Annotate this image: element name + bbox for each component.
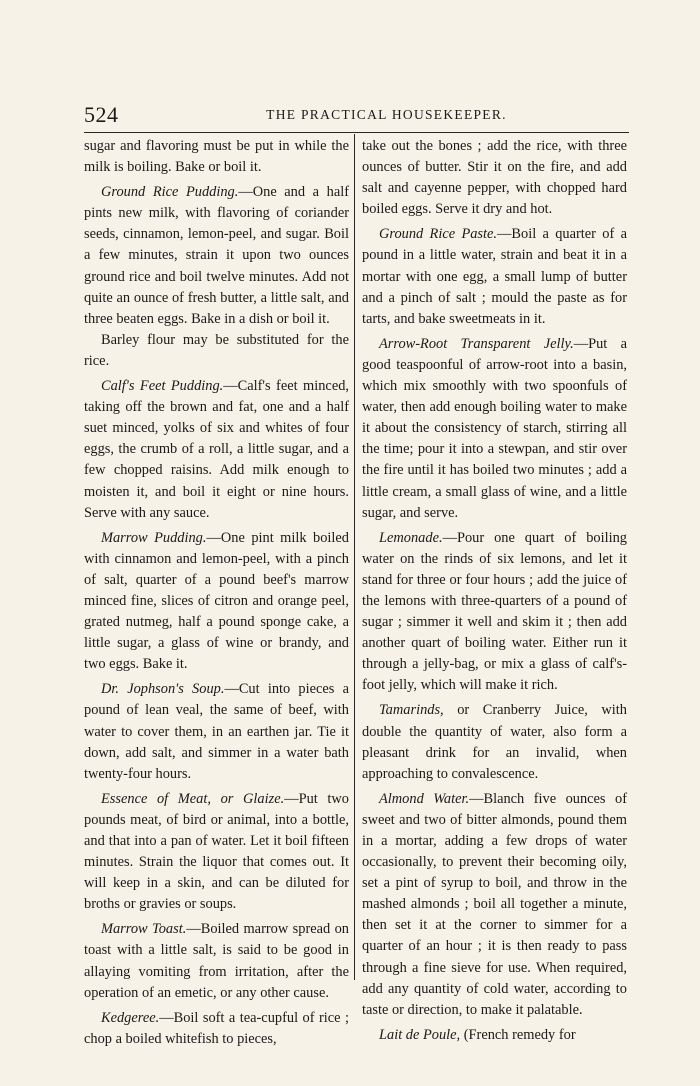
paragraph-text: —Boiled marrow spread on toast with a little salt, is said to be good in allaying vomiting from irritation, after the operation of an emetic, or any other cause. (84, 921, 349, 1001)
recipe-title: Lait de Poule, (379, 1026, 461, 1043)
recipe-title: Kedgeree. (101, 1009, 160, 1026)
paragraph-text: —Put a good teaspoonful of arrow-root into a basin, which mix smoothly with two spoonfuls of water, then add enough boiling water to make it about the consistency of starch, stirring all the time; pour it into a stewpan, and stir over the fire until it has boiled two minutes ; add a little cream, a small glass of wine, and a little sugar, and serve. (362, 335, 627, 521)
paragraph-text: Barley flour may be substituted for the rice. (84, 331, 349, 369)
paragraph (362, 789, 627, 1021)
column-divider (354, 134, 355, 980)
recipe-title: Lemonade. (379, 529, 443, 546)
paragraph (84, 789, 349, 916)
running-title: THE PRACTICAL HOUSEKEEPER. (266, 107, 507, 122)
paragraph-text: —One pint milk boiled with cinnamon and lemon-peel, with a pinch of salt, quarter of a pound beef's marrow minced fine, slices of citron and orange peel, grated nutmeg, half a pound sponge cake, a little sugar, a glass of wine or brandy, and two eggs. Bake it. (84, 529, 349, 673)
paragraph (362, 528, 627, 697)
paragraph (84, 679, 349, 784)
recipe-title: Marrow Toast. (101, 921, 187, 938)
paragraph-text: —Blanch five ounces of sweet and two of bitter almonds, pound them in a mortar, adding a few drops of water occasionally, to prevent their becoming oily, set a pint of syrup to boil, and throw in the mashed almonds ; boil all together a minute, then set it at the corner to simmer for a quarter of an hour ; it is then ready to pass through a fine sieve for use. When required, add any quantity of cold water, according to taste or direction, to make it palatable. (362, 790, 627, 1018)
right-column (362, 136, 627, 1046)
recipe-title: Almond Water. (379, 790, 470, 807)
page-number: 524 (84, 102, 119, 127)
paragraph-text: sugar and flavoring must be put in while the milk is boiling. Bake or boil it. (84, 138, 349, 176)
page-header (84, 100, 629, 130)
paragraph-text: —Cut into pieces a pound of lean veal, the same of beef, with water to cover them, in an earthen jar. Tie it down, add salt, and simmer in a water bath twenty-four hours. (84, 681, 349, 782)
left-column (84, 136, 349, 1050)
paragraph-text: —Pour one quart of boiling water on the rinds of six lemons, and let it stand for three or four hours ; add the juice of the lemons with three-quarters of a pound of sugar ; simmer it well and skim it ; then add another quart of boiling water. Either run it through a jelly-bag, or mix a glass of calf's-foot jelly, which will make it rich. (362, 529, 627, 694)
paragraph (84, 330, 349, 372)
paragraph (84, 1008, 349, 1050)
header-rule (84, 132, 629, 133)
paragraph-text: (French remedy for (460, 1026, 576, 1043)
paragraph (84, 919, 349, 1003)
recipe-title: Marrow Pudding. (101, 529, 207, 546)
recipe-title: Calf's Feet Pudding. (101, 378, 224, 395)
paragraph (84, 528, 349, 676)
paragraph-text: take out the bones ; add the rice, with three ounces of butter. Stir it on the fire, and add salt and cayenne pepper, with chopped hard boiled eggs. Serve it dry and hot. (362, 138, 627, 218)
recipe-title: Essence of Meat, or Glaize. (101, 790, 285, 807)
paragraph (362, 224, 627, 329)
paragraph-text: —Calf's feet minced, taking off the brown and fat, one and a half suet minced, yolks of six and whites of four eggs, the crumb of a roll, a little sugar, and a few chopped raisins. Add milk enough to moisten it, and boil it eight or nine hours. Serve with any sauce. (84, 378, 350, 521)
paragraph (362, 136, 627, 220)
paragraph (362, 1025, 627, 1046)
paragraph (84, 136, 349, 178)
paragraph-text: or Cranberry Juice, with double the quantity of water, also form a pleasant drink for an invalid, when approaching to convalescence. (362, 702, 627, 782)
recipe-title: Arrow-Root Transparent Jelly. (379, 335, 574, 352)
paragraph-text: —Boil soft a tea-cupful of rice ; chop a boiled whitefish to pieces, (84, 1009, 349, 1047)
recipe-title: Tamarinds, (379, 702, 444, 719)
recipe-title: Ground Rice Pudding. (101, 184, 239, 201)
paragraph (362, 334, 627, 524)
paragraph-text: —Boil a quarter of a pound in a little water, strain and beat it in a mortar with one egg, a small lump of butter and a pinch of salt ; mould the paste as for tarts, and bake sweetmeats in it. (362, 226, 627, 327)
paragraph-text: —One and a half pints new milk, with flavoring of coriander seeds, cinnamon, lemon-peel, and sugar. Boil a few minutes, strain it upon two ounces ground rice and boil twelve minutes. Add not quite an ounce of fresh butter, a little salt, and three beaten eggs. Bake in a dish or boil it. (84, 184, 349, 327)
paragraph (84, 182, 349, 330)
recipe-title: Dr. Jophson's Soup. (101, 681, 225, 698)
recipe-title: Ground Rice Paste. (379, 226, 498, 243)
paragraph (84, 376, 349, 524)
paragraph-text: —Put two pounds meat, of bird or animal, into a bottle, and that into a pan of water. Let it boil fifteen minutes. Strain the liquor that comes out. It will keep in a skin, and can be diluted for broths or gravies or soups. (84, 790, 349, 913)
paragraph (362, 700, 627, 784)
